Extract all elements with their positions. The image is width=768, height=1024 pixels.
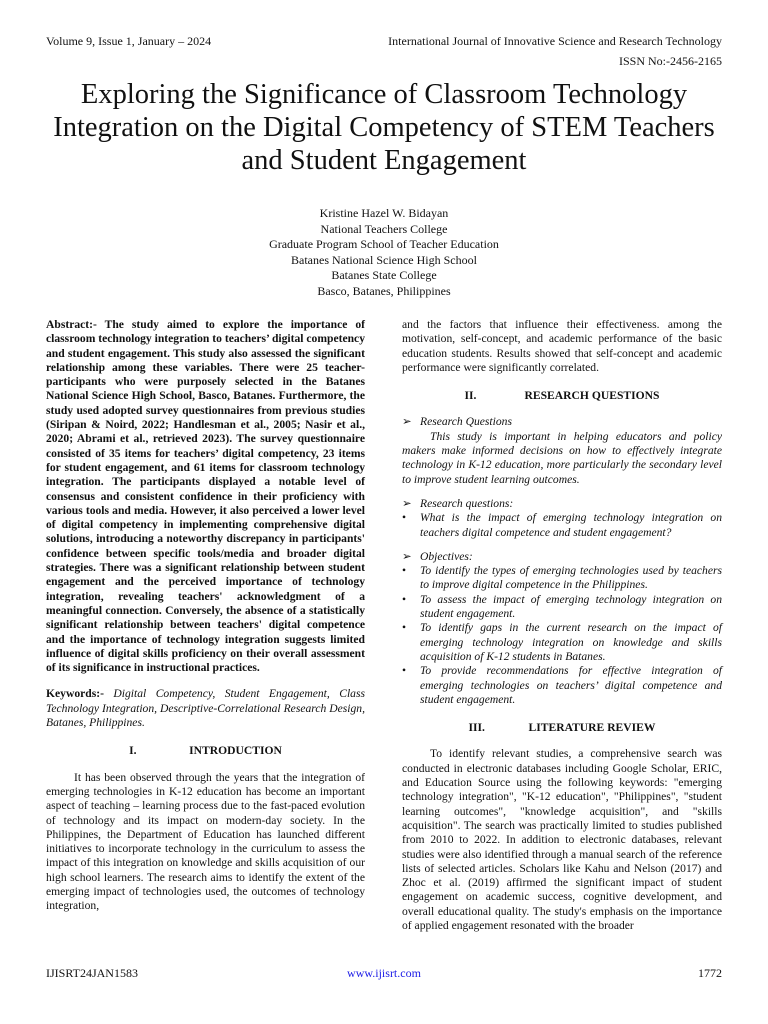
bullet-icon: •: [402, 664, 407, 678]
bullet-icon: •: [402, 592, 407, 606]
literature-paragraph: To identify relevant studies, a comprehensive search was conducted in electronic databases including Google Scholar, ERIC, and Education Source using the following keywords: "emerging technology integration", "K-12 education", "Philippines", "student learning outcomes", "knowledge acquisition", and "skills acquisition". The search was practically limited to studies published from 2010 to 2022. In addition to electronic databases, relevant studies were also identified through a manual search of the reference lists of selected articles. Scholars like Kahu and Nelson (2017) and Zhoc et al. (2019) affirmed the significant impact of student engagement on academic success, cognitive development, and overall educational quality. The study's emphasis on the importance of applied engagement resonated with the broader: [402, 747, 722, 932]
bullet-icon: •: [402, 511, 407, 525]
page-number: 1772: [698, 966, 722, 980]
literature-heading: [402, 721, 722, 735]
arrow-bullet-icon: ➢: [402, 496, 412, 510]
arrow-bullet-icon: ➢: [402, 415, 412, 429]
research-questions-label: ➢ Research Questions: [402, 415, 512, 429]
affiliation: Batanes National Science High School: [291, 252, 477, 267]
section-title: LITERATURE REVIEW: [528, 721, 656, 735]
keywords-label: Keywords:-: [46, 687, 104, 701]
list-item: • To identify the types of emerging technologies used by teachers to improve digital competence in the Philippines.: [402, 564, 722, 592]
article-code: IJISRT24JAN1583: [46, 966, 138, 980]
right-column: [402, 318, 722, 933]
bullet-icon: •: [402, 564, 407, 578]
intro-paragraph: It has been observed through the years that the integration of emerging technologies in K-12 education has become an important aspect of teaching – learning process due to the fast-paced evolution of technology and its impact on modern-day society. In the Philippines, the Department of Education has launched different initiatives to incorporate technology in the curriculum to assess the impact of this integration on knowledge and skills acquisition of our high school learners. The research aims to identify the extent of the emerging impact of technologies used, the outcomes of technology integration,: [46, 770, 365, 913]
arrow-bullet-icon: ➢: [402, 549, 412, 563]
section-number: III.: [468, 721, 485, 735]
list-item: • To provide recommendations for effective integration of emerging technologies on teachers’ digital competence and student engagement.: [402, 664, 722, 706]
list-item: • To assess the impact of emerging technology integration on student engagement.: [402, 592, 722, 621]
journal-url-link[interactable]: www.ijisrt.com: [347, 966, 421, 980]
keywords: [46, 687, 365, 730]
abstract: Abstract:- The study aimed to explore the importance of classroom technology integration to teachers’ digital competency and student engagement. This study also assessed the significant relationship among these variables. There were 25 teacher-participants who were purposely selected in the Batanes National Science High School, Basco, Batanes. Furthermore, the study used adopted survey questionnaires from previous studies (Siripan & Noird, 2022; Handlesman et al., 2005; Nasir et al., 2020; Abrami et al., retrieved 2023). The survey questionnaire consisted of 35 items for teachers’ digital competency, 23 items for student engagement, and 61 items for classroom technology integration. The participants displayed a notable level of consensus and consistent confidence in their proficiency with various tools and media. However, it also perceived a lower level of digital competency in implementing comprehensive digital solutions, introducing a noteworthy discrepancy in participants' confidence between specific tools/media and broader digital strategies. There was a significant relationship between student engagement and the perceived importance of technology integration, revealing teachers' acknowledgment of a meaningful connection. Conversely, the absence of a statistically significant relationship between teachers' digital competence and the importance of technology integration suggests limited influence of digital skills proficiency on their overall assessment of its significance in instructional practices.: [46, 318, 365, 675]
keywords-text: Digital Competency, Student Engagement, Class Technology Integration, Descriptive-Correlational Research Design, Batanes, Philippines.: [46, 687, 365, 730]
objectives-list: [402, 564, 722, 707]
affiliation: Graduate Program School of Teacher Education: [269, 237, 499, 251]
section-number: I.: [129, 744, 137, 758]
left-column: [46, 318, 365, 914]
section-title: RESEARCH QUESTIONS: [524, 389, 660, 403]
continued-paragraph: and the factors that influence their effectiveness. among the motivation, self-concept, and academic performance of the basic education students. Results showed that self-concept and academic performance were significantly correlated.: [402, 318, 722, 374]
affiliation: Batanes State College: [331, 268, 437, 282]
location: Basco, Batanes, Philippines: [317, 283, 451, 298]
paper-title: Exploring the Significance of Classroom Technology Integration on the Digital Competency of STEM Teachers and Student Engagement: [53, 79, 715, 176]
research-paragraph: This study is important in helping educators and policy makers make informed decisions on how to effectively integrate technology in K-12 education, more particularly the secondary level to improve student learning outcomes.: [402, 429, 722, 486]
bullet-icon: •: [402, 621, 407, 635]
author-block: [100, 206, 668, 299]
objectives-label: ➢ Objectives:: [402, 549, 473, 563]
author-name: Kristine Hazel W. Bidayan: [319, 206, 449, 220]
volume-info: Volume 9, Issue 1, January – 2024: [46, 34, 212, 48]
affiliation: National Teachers College: [320, 221, 448, 236]
intro-heading: [46, 744, 365, 758]
questions-list: [402, 511, 722, 540]
journal-name: International Journal of Innovative Science and Research Technology: [388, 34, 722, 48]
section-number: II.: [464, 389, 477, 403]
section-title: INTRODUCTION: [189, 744, 282, 758]
list-item: • What is the impact of emerging technology integration on teachers digital competence and student engagement?: [402, 511, 722, 539]
list-item: • To identify gaps in the current research on the impact of emerging technology integration on knowledge and skills acquisition of K-12 students in Batanes.: [402, 621, 722, 663]
questions-label: ➢ Research questions:: [402, 496, 514, 510]
issn: ISSN No:-2456-2165: [618, 54, 722, 68]
research-heading: [402, 389, 722, 403]
